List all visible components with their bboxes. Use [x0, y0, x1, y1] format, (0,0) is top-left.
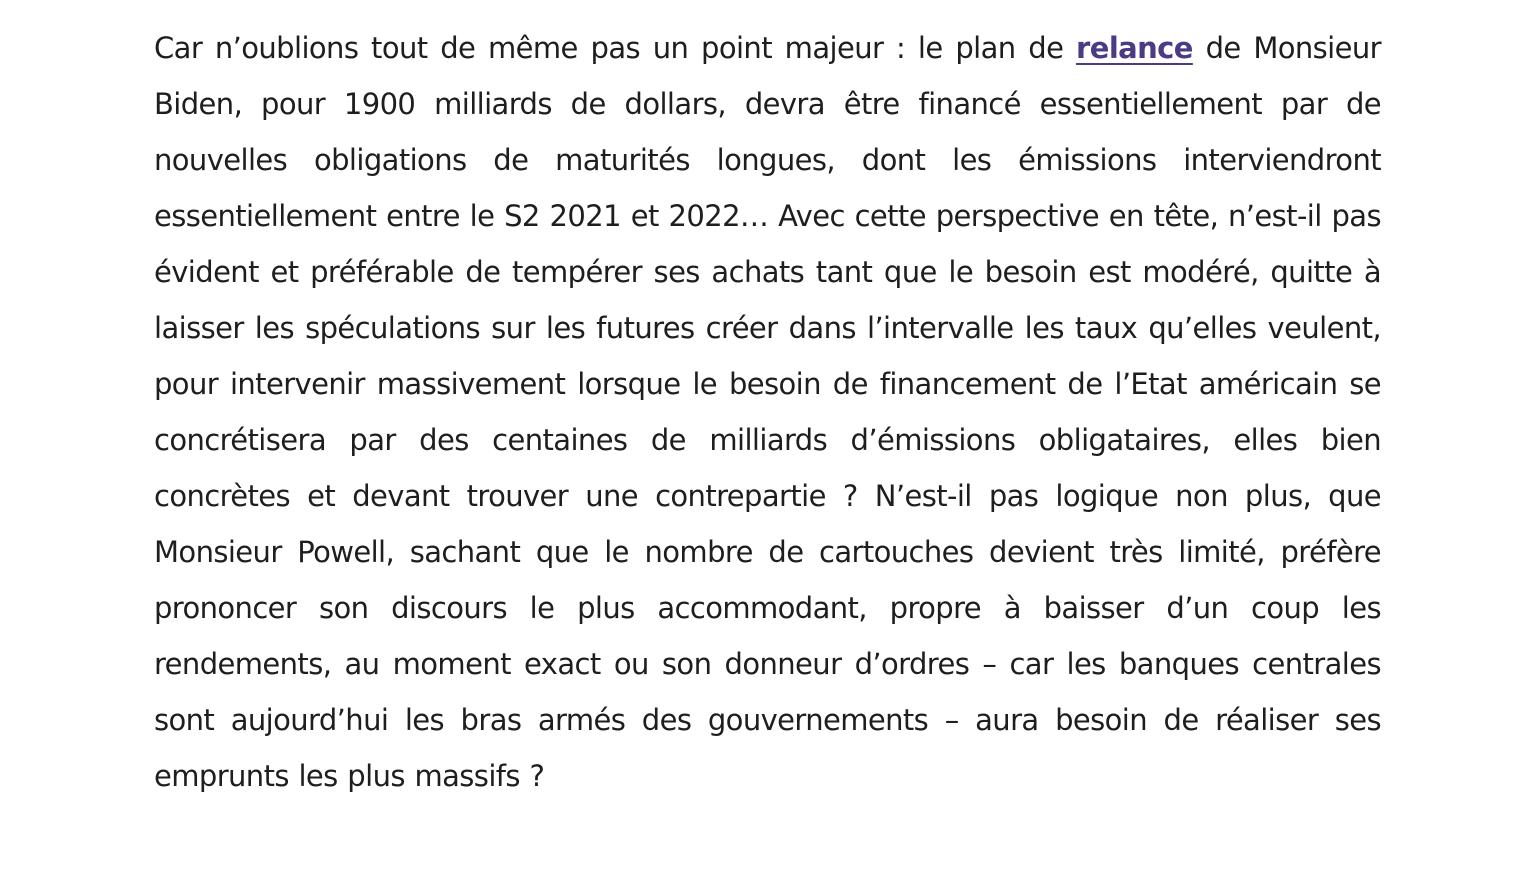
article-paragraph [154, 20, 1381, 804]
relance-link[interactable]: relance [1076, 31, 1193, 65]
paragraph-text-after-link: de Monsieur Biden, pour 1900 milliards de dollars, devra être financé essentiellement par de nouvelles obligations de maturités longues, dont les émissions interviendront essentiellement entre le S2 2021 et 2022… Avec cette perspective en tête, n’est-il pas évident et préférable de tempérer ses achats tant que le besoin est modéré, quitte à laisser les spéculations sur les futures créer dans l’intervalle les taux qu’elles veulent, pour intervenir massivement lorsque le besoin de financement de l’Etat américain se concrétisera par des centaines de milliards d’émissions obligataires, elles bien concrètes et devant trouver une contrepartie ? N’est-il pas logique non plus, que Monsieur Powell, sachant que le nombre de cartouches devient très limité, préfère prononcer son discours le plus accommodant, propre à baisser d’un coup les rendements, au moment exact ou son donneur d’ordres – car les banques centrales sont aujourd’hui les bras armés des gouvernements – aura besoin de réaliser ses emprunts les plus massifs ? [154, 31, 1381, 793]
paragraph-text-before-link: Car n’oublions tout de même pas un point majeur : le plan de [154, 31, 1077, 65]
